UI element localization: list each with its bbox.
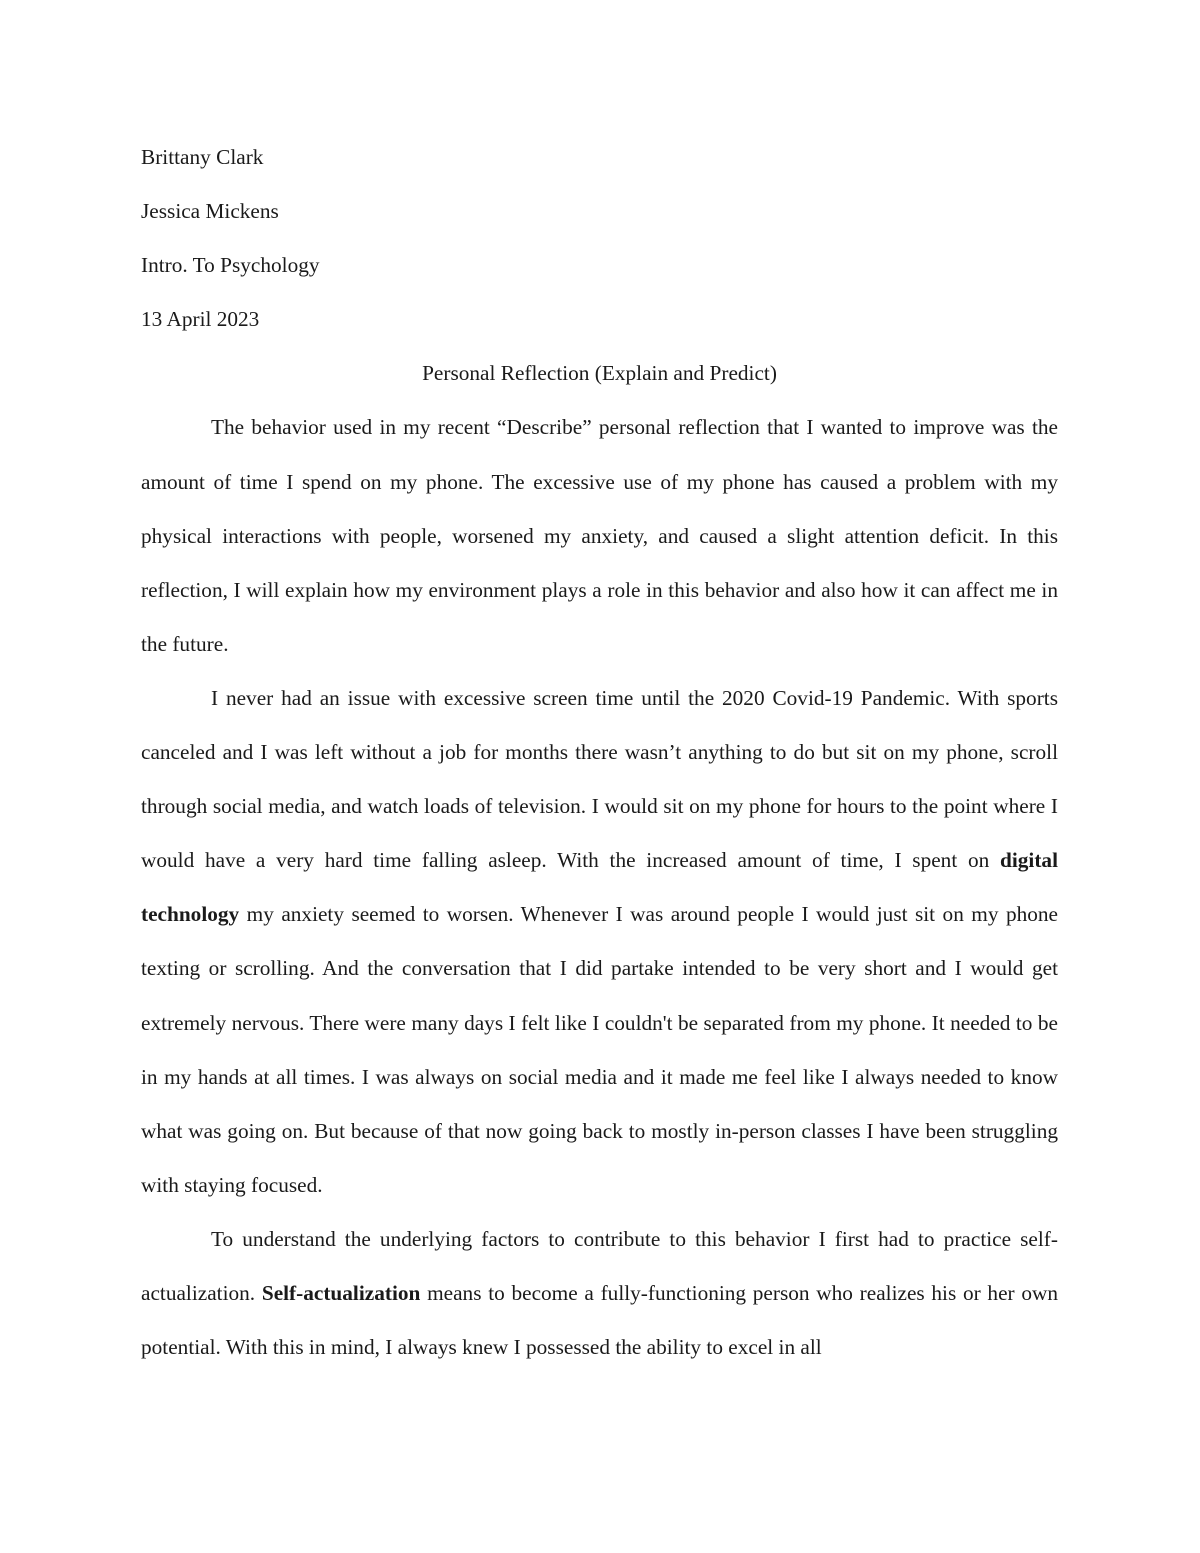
paragraph-1-text: The behavior used in my recent “Describe” personal reflection that I wanted to improve was the amount of time I spend on my phone. The excessive use of my phone has caused a problem with my physical interactions with people, worsened my anxiety, and caused a slight attention deficit. In this reflection, I will explain how my environment plays a role in this behavior and also how it can affect me in the future.	[141, 415, 1058, 656]
document-title: Personal Reflection (Explain and Predict)	[422, 361, 777, 386]
paragraph-1	[141, 400, 1058, 670]
key-term-digital-technology: digital technology	[141, 848, 1058, 927]
course-name: Intro. To Psychology	[141, 253, 320, 278]
paragraph-2-text-end: my anxiety seemed to worsen. Whenever I was around people I would just sit on my phone texting or scrolling. And the conversation that I did partake intended to be very short and I would get extremely nervous. There were many days I felt like I couldn't be separated from my phone. It needed to be in my hands at all times. I was always on social media and it made me feel like I always needed to know what was going on. But because of that now going back to mostly in-person classes I have been struggling with staying focused.	[141, 902, 1058, 1197]
instructor-name: Jessica Mickens	[141, 199, 279, 224]
student-name: Brittany Clark	[141, 145, 264, 169]
paragraph-2	[141, 671, 1058, 1212]
key-term-self-actualization: Self-actualization	[261, 1280, 421, 1305]
document-body	[141, 130, 1058, 1374]
paragraph-2-text-start: I never had an issue with excessive screen time until the 2020 Covid-19 Pandemic. With sports canceled and I was left without a job for months there wasn’t anything to do but sit on my phone, scroll through social media, and watch loads of television. I would sit on my phone for hours to the point where I would have a very hard time falling asleep. With the increased amount of time, I spent on	[141, 685, 1058, 873]
paragraph-3-text-start: To understand the underlying factors to contribute to this behavior I first had to practice self-actualization.	[141, 1226, 1058, 1305]
document-date: 13 April 2023	[141, 307, 260, 332]
paragraph-3-text-end: means to become a fully-functioning person who realizes his or her own potential. With this in mind, I always knew I possessed the ability to excel in all	[141, 1280, 1058, 1360]
paragraph-3	[141, 1212, 1058, 1374]
